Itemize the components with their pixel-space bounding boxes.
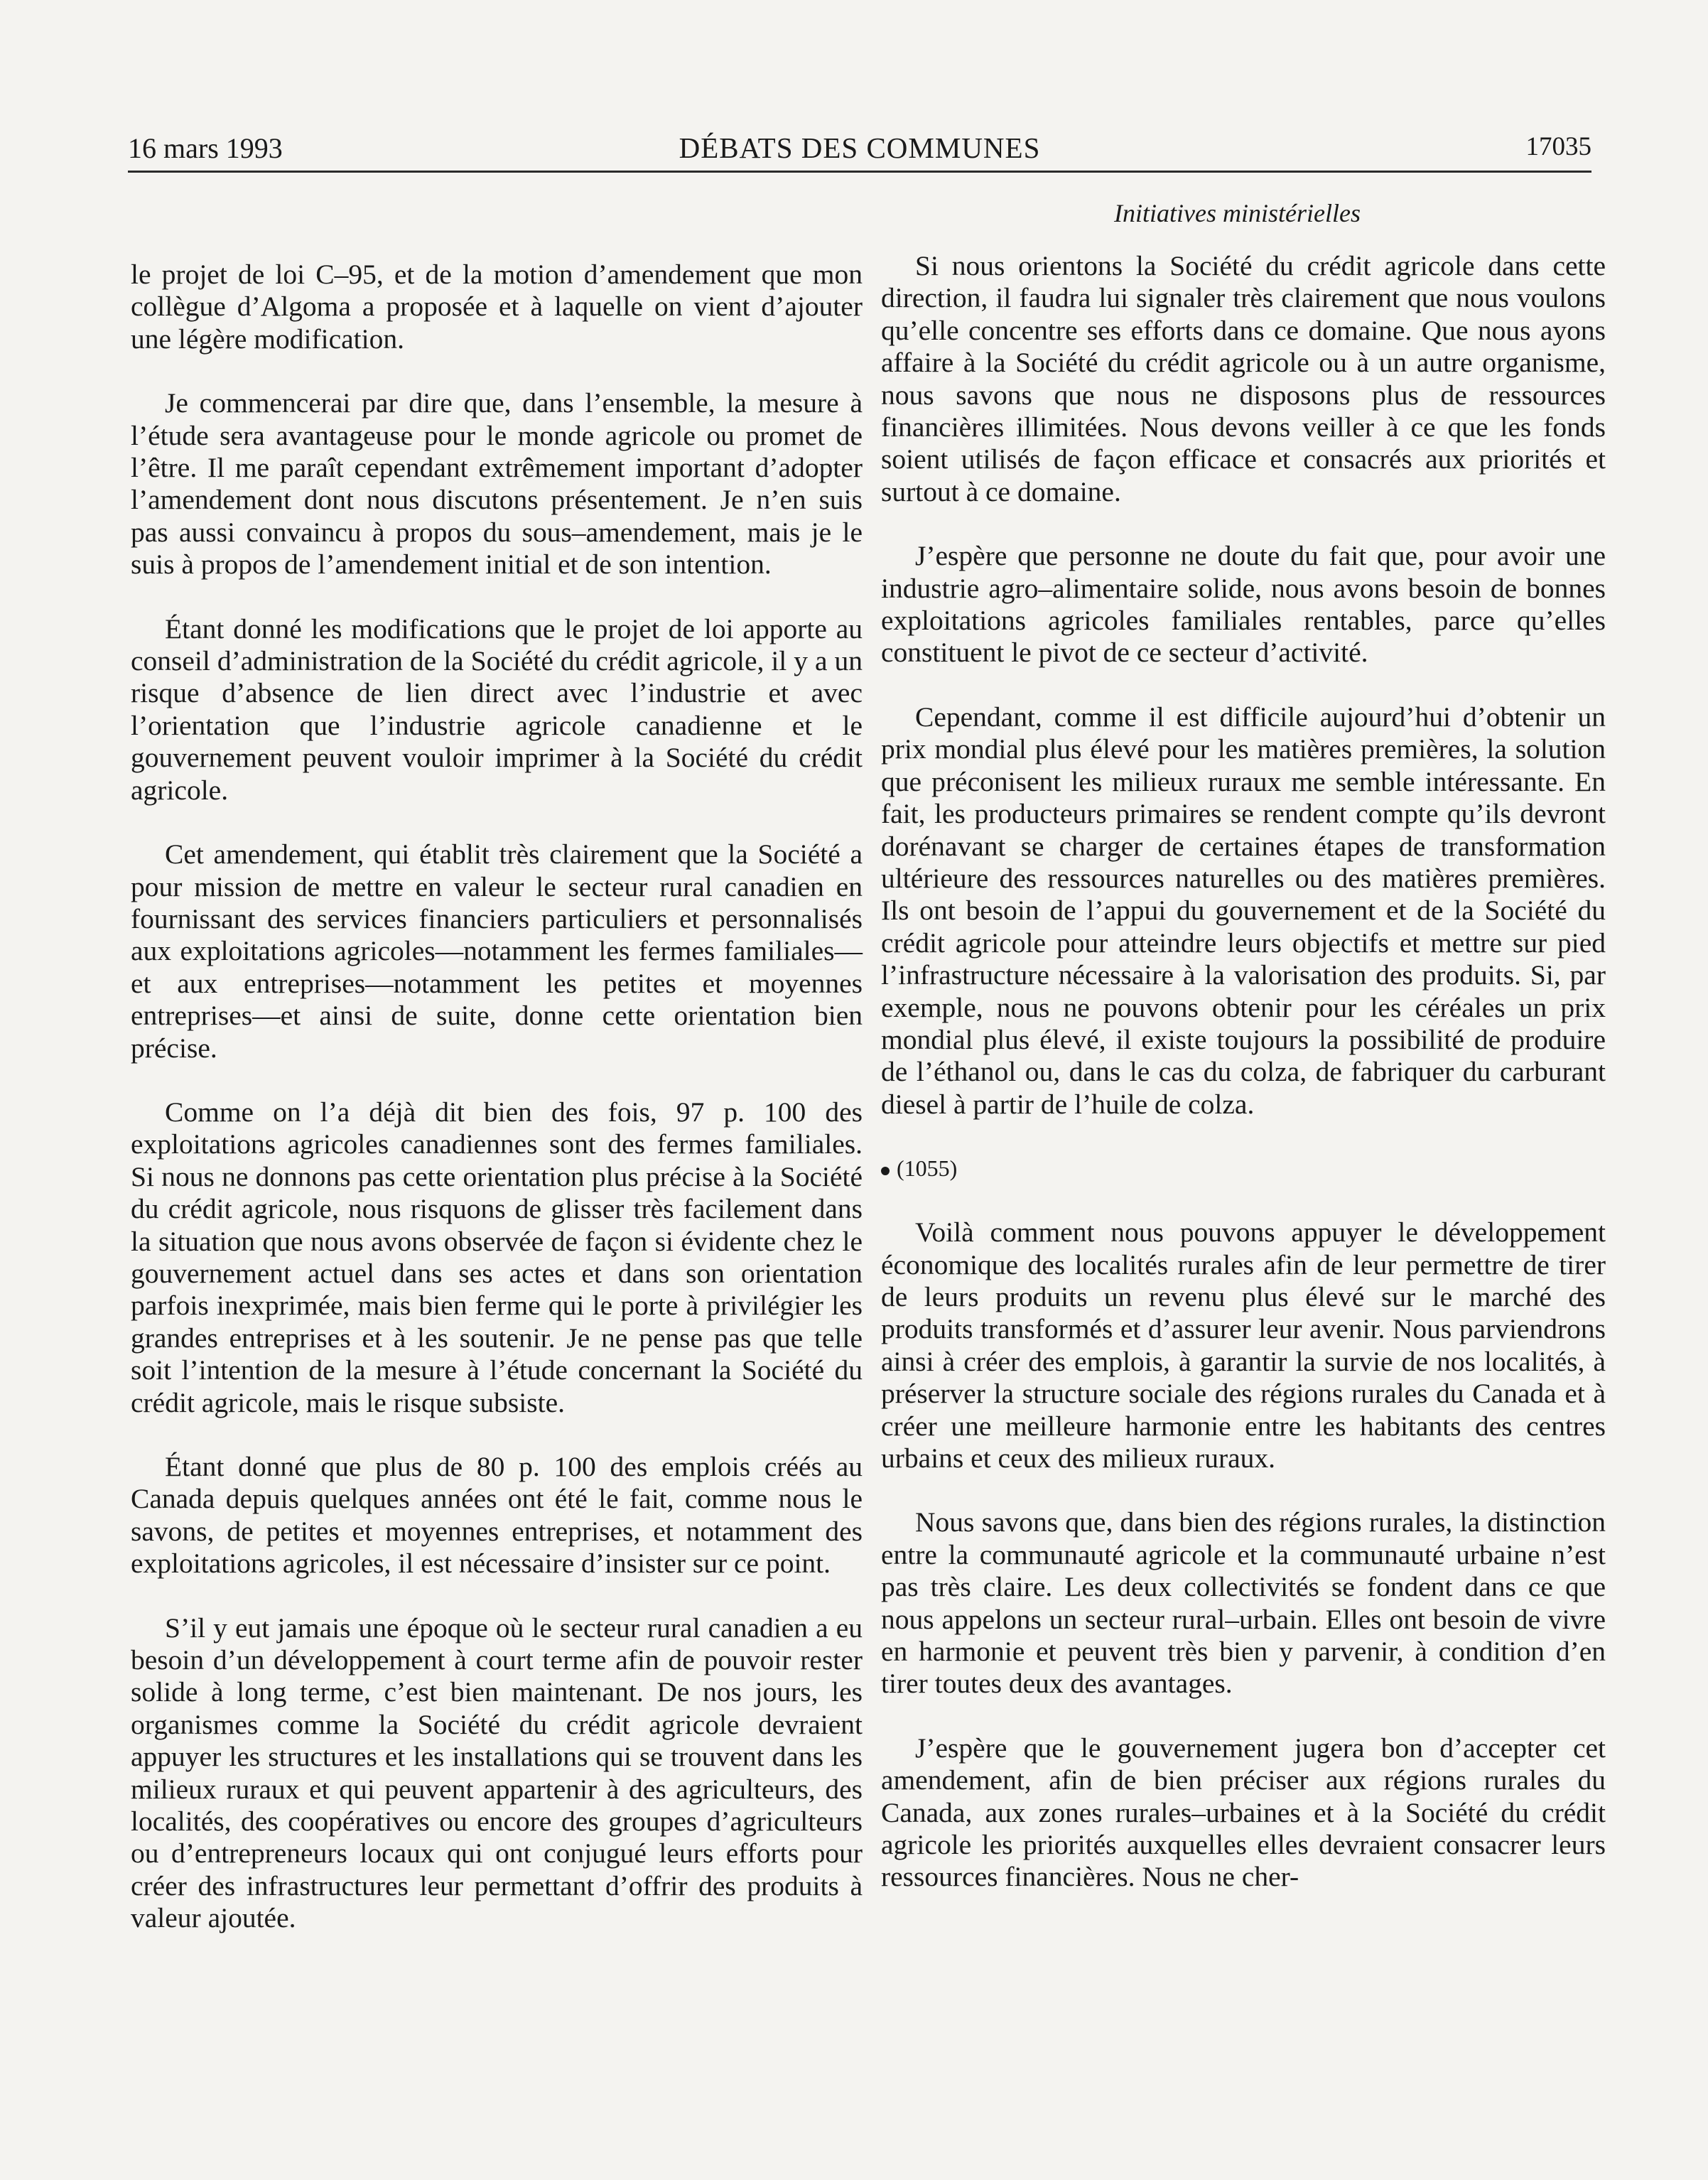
bullet-icon	[881, 1167, 890, 1175]
time-marker-text: (1055)	[897, 1155, 958, 1182]
paragraph: Cependant, comme il est difficile aujourd’hui d’obtenir un prix mondial plus élevé pour les matières premières, la solution que préconisent les milieux ruraux me semble intéressante. En fait, les producteurs primaires se rendent compte qu’ils devront dorénavant se charger de certaines étapes de transformation ultérieure des ressources naturelles ou des matières premières. Ils ont besoin de l’appui du gouvernement et de la Société du crédit agricole pour atteindre leurs objectifs et mettre sur pied l’infrastructure nécessaire à la valorisation des produits. Si, par exemple, nous ne pouvons obtenir pour les céréales un prix mondial plus élevé, il existe toujours la possibilité de produire de l’éthanol ou, dans le cas du colza, de fabriquer du carburant diesel à partir de l’huile de colza.	[881, 701, 1606, 1120]
right-column	[881, 250, 1606, 1926]
header-rule	[128, 171, 1591, 173]
paragraph: Si nous orientons la Société du crédit agricole dans cette direction, il faudra lui signaler très clairement que nous voulons qu’elle concentre ses efforts dans ce domaine. Que nous ayons affaire à la Société du crédit agricole ou à un autre organisme, nous savons que nous ne disposons plus de ressources financières illimitées. Nous devons veiller à ce que les fonds soient utilisés de façon efficace et consacrés aux priorités et surtout à ce domaine.	[881, 250, 1606, 507]
paragraph: S’il y eut jamais une époque où le secteur rural canadien a eu besoin d’un développement à court terme afin de pouvoir rester solide à long terme, c’est bien maintenant. De nos jours, les organismes comme la Société du crédit agricole devraient appuyer les structures et les installations qui se trouvent dans les milieux ruraux et qui peuvent appartenir à des agriculteurs, des localités, des coopératives ou encore des groupes d’agriculteurs ou d’entrepreneurs locaux qui ont conjugué leurs efforts pour créer des infrastructures leur permettant d’offrir des produits à valeur ajoutée.	[131, 1612, 863, 1934]
paragraph: Nous savons que, dans bien des régions rurales, la distinction entre la communauté agricole et la communauté urbaine n’est pas très claire. Les deux collectivités se fondent dans ce que nous appelons un secteur rural–urbain. Elles ont besoin de vivre en harmonie et peuvent très bien y parvenir, à condition d’en tirer toutes deux des avantages.	[881, 1506, 1606, 1700]
paragraph: Voilà comment nous pouvons appuyer le développement économique des localités rurales afin de leur permettre de tirer de leurs produits un revenu plus élevé sur le marché des produits transformés et d’assurer leur avenir. Nous parviendrons ainsi à créer des emplois, à garantir la survie de nos localités, à préserver la structure sociale des régions rurales du Canada et à créer une meilleure harmonie entre les habitants des centres urbains et ceux des milieux ruraux.	[881, 1216, 1606, 1474]
paragraph: le projet de loi C–95, et de la motion d’amendement que mon collègue d’Algoma a proposée et à laquelle on vient d’ajouter une légère modification.	[131, 259, 863, 355]
paragraph: J’espère que personne ne doute du fait que, pour avoir une industrie agro–alimentaire solide, nous avons besoin de bonnes exploitations agricoles familiales rentables, parce qu’elles constituent le pivot de ce secteur d’activité.	[881, 540, 1606, 669]
header-page-number: 17035	[1525, 132, 1591, 161]
paragraph: Cet amendement, qui établit très clairement que la Société a pour mission de mettre en valeur le secteur rural canadien en fournissant des services financiers particuliers et personnalisés aux exploitations agricoles—notamment les fermes familiales—et aux entreprises—notamment les petites et moyennes entreprises—et ainsi de suite, donne cette orientation bien précise.	[131, 838, 863, 1064]
paragraph: J’espère que le gouvernement jugera bon d’accepter cet amendement, afin de bien préciser aux régions rurales du Canada, aux zones rurales–urbaines et à la Société du crédit agricole les priorités auxquelles elles devraient consacrer leurs ressources financières. Nous ne cher-	[881, 1732, 1606, 1893]
left-column	[131, 259, 863, 1967]
paragraph: Étant donné les modifications que le projet de loi apporte au conseil d’administration de la Société du crédit agricole, il y a un risque d’absence de lien direct avec l’industrie et avec l’orientation que l’industrie agricole canadienne et le gouvernement peuvent vouloir imprimer à la Société du crédit agricole.	[131, 613, 863, 806]
paragraph: Étant donné que plus de 80 p. 100 des emplois créés au Canada depuis quelques années ont été le fait, comme nous le savons, de petites et moyennes entreprises, et notamment des exploitations agricoles, il est nécessaire d’insister sur ce point.	[131, 1451, 863, 1580]
page-header	[128, 125, 1591, 171]
paragraph: Comme on l’a déjà dit bien des fois, 97 p. 100 des exploitations agricoles canadiennes sont des fermes familiales. Si nous ne donnons pas cette orientation plus précise à la Société du crédit agricole, nous risquons de glisser très facilement dans la situation que nous avons observée de façon si évidente chez le gouvernement actuel dans ses actes et dans son orientation parfois inexprimée, mais bien ferme qui le porte à privilégier les grandes entreprises et à les soutenir. Je ne pense pas que telle soit l’intention de la mesure à l’étude concernant la Société du crédit agricole, mais le risque subsiste.	[131, 1096, 863, 1418]
paragraph: Je commencerai par dire que, dans l’ensemble, la mesure à l’étude sera avantageuse pour le monde agricole ou promet de l’être. Il me paraît cependant extrêmement important d’adopter l’amendement dont nous discutons présentement. Je n’en suis pas aussi convaincu à propos du sous–amendement, mais je le suis à propos de l’amendement initial et de son intention.	[131, 387, 863, 581]
time-marker	[881, 1153, 1606, 1185]
header-date: 16 mars 1993	[128, 132, 283, 164]
header-journal-title: DÉBATS DES COMMUNES	[679, 131, 1041, 164]
section-title: Initiatives ministérielles	[1114, 199, 1361, 227]
